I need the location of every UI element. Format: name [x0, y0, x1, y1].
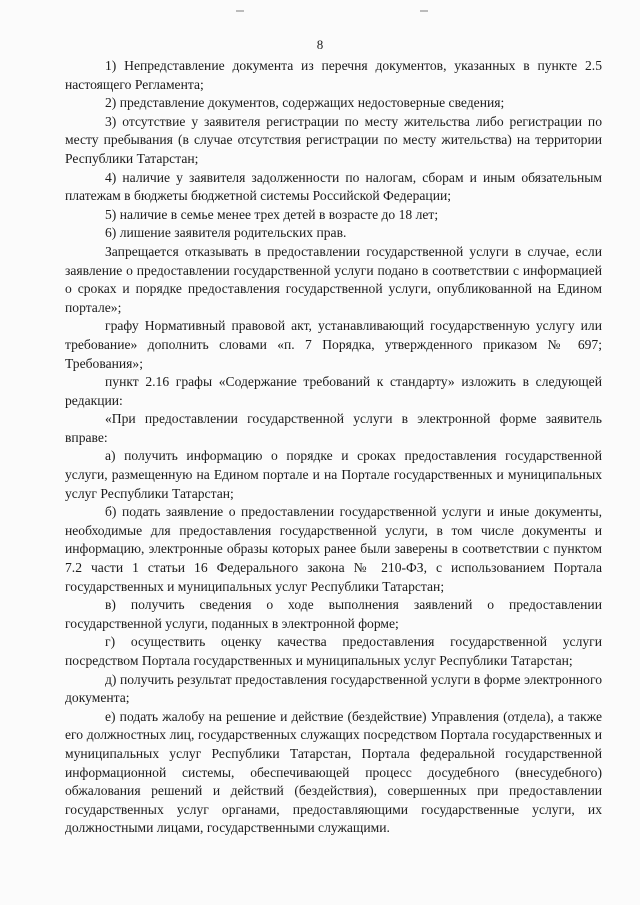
page-number: 8 [316, 37, 324, 52]
paragraph: е) подать жалобу на решение и действие (бездействие) Управления (отдела), а также его должностных лиц, государственных служащих посредством Портала государственных и муниципальных услуг Республики Татарстан, Портала федеральной государственной информационной системы, обеспечивающей процесс досудебного (внесудебного) обжалования решений и действий (бездействия), совершенных при предоставлении государственных услуг органами, предоставляющими государственные услуги, их должностными лицами, государственными служащими. [65, 708, 602, 836]
paragraph: Запрещается отказывать в предоставлении государственной услуги в случае, если заявление о предоставлении государственной услуги подано в соответствии с информацией о сроках и порядке предоставления государственной услуги, опубликованной на Едином портале»; [65, 243, 602, 315]
paragraph: в) получить сведения о ходе выполнения заявлений о предоставлении государственной услуги, поданных в электронной форме; [65, 597, 602, 631]
paragraph: г) осуществить оценку качества предоставления государственной услуги посредством Портала государственных и муниципальных услуг Республики Татарстан; [65, 634, 602, 668]
paragraph: 1) Непредставление документа из перечня документов, указанных в пункте 2.5 настоящего Регламента; [65, 58, 602, 92]
scan-artifact [236, 10, 244, 12]
paragraph: 6) лишение заявителя родительских прав. [105, 225, 347, 241]
paragraph: «При предоставлении государственной услуги в электронной форме заявитель вправе: [65, 411, 602, 445]
paragraph: д) получить результат предоставления государственной услуги в форме электронного документа; [65, 671, 602, 706]
paragraph: б) подать заявление о предоставлении государственной услуги и иные документы, необходимые для предоставления государственной услуги, в том числе документы и информацию, электронные образы которых ранее были заверены в соответствии с пунктом 7.2 части 1 статьи 16 Федерального закона № 210-ФЗ, с использованием Портала государственных и муниципальных услуг Республики Татарстан; [65, 504, 602, 594]
document-body [65, 57, 602, 838]
paragraph: 4) наличие у заявителя задолженности по налогам, сборам и иным обязательным платежам в бюджеты бюджетной системы Российской Федерации; [65, 169, 602, 204]
paragraph: а) получить информацию о порядке и сроках предоставления государственной услуги, размещенную на Едином портале и на Портале государственных и муниципальных услуг Республики Татарстан; [65, 448, 602, 501]
scan-artifact [420, 10, 428, 12]
paragraph: 5) наличие в семье менее трех детей в возрасте до 18 лет; [105, 206, 439, 222]
paragraph: 2) представление документов, содержащих недостоверные сведения; [105, 95, 505, 111]
paragraph: 3) отсутствие у заявителя регистрации по месту жительства либо регистрации по месту пребывания (в случае отсутствия регистрации по месту жительства) на территории Республики Татарстан; [65, 113, 602, 166]
paragraph: пункт 2.16 графы «Содержание требований к стандарту» изложить в следующей редакции: [65, 374, 602, 408]
paragraph: графу Нормативный правовой акт, устанавливающий государственную услугу или требование» дополнить словами «п. 7 Порядка, утвержденного приказом № 697; Требования»; [65, 318, 602, 371]
